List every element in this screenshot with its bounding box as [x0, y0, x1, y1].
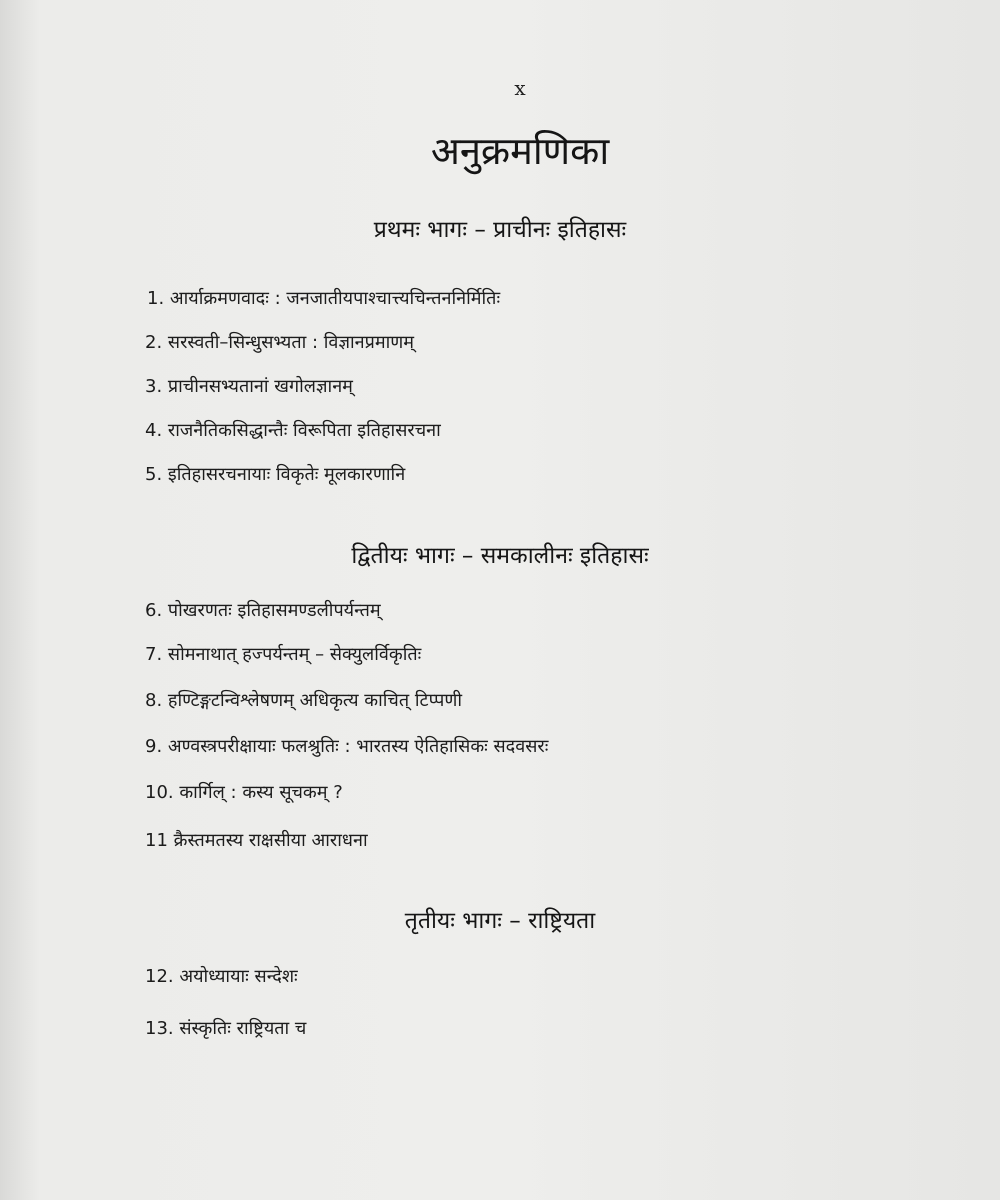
toc-item-13: 13. संस्कृतिः राष्ट्रियता च: [145, 1018, 307, 1039]
page-title: अनुक्रमणिका: [430, 129, 610, 173]
part-2-heading: द्वितीयः भागः – समकालीनः इतिहासः: [351, 543, 649, 569]
part-3-heading: तृतीयः भागः – राष्ट्रियता: [404, 908, 596, 934]
toc-item-7: 7. सोमनाथात् हज्पर्यन्तम् – सेक्युलर्विकृतिः: [145, 644, 422, 665]
page-number: x: [514, 76, 526, 100]
toc-item-12: 12. अयोध्यायाः सन्देशः: [145, 966, 298, 987]
toc-item-10: 10. कार्गिल् : कस्य सूचकम् ?: [145, 782, 343, 803]
part-1-heading: प्रथमः भागः – प्राचीनः इतिहासः: [373, 217, 627, 243]
toc-item-9: 9. अण्वस्त्रपरीक्षायाः फलश्रुतिः : भारतस्य ऐतिहासिकः सदवसरः: [145, 736, 549, 757]
toc-item-4: 4. राजनैतिकसिद्धान्तैः विरूपिता इतिहासरचना: [145, 420, 441, 441]
toc-item-3: 3. प्राचीनसभ्यतानां खगोलज्ञानम्: [145, 376, 353, 397]
toc-item-2: 2. सरस्वती–सिन्धुसभ्यता : विज्ञानप्रमाणम्: [145, 332, 415, 353]
toc-item-11: 11 क्रैस्तमतस्य राक्षसीया आराधना: [145, 830, 368, 851]
toc-item-8: 8. हण्टिङ्गटन्विश्लेषणम् अधिकृत्य काचित् टिप्पणी: [145, 690, 463, 711]
toc-item-5: 5. इतिहासरचनायाः विकृतेः मूलकारणानि: [145, 464, 406, 485]
toc-item-6: 6. पोखरणतः इतिहासमण्डलीपर्यन्तम्: [145, 600, 381, 621]
toc-item-1: 1. आर्याक्रमणवादः : जनजातीयपाश्चात्त्यचिन्तननिर्मितिः: [147, 288, 501, 309]
